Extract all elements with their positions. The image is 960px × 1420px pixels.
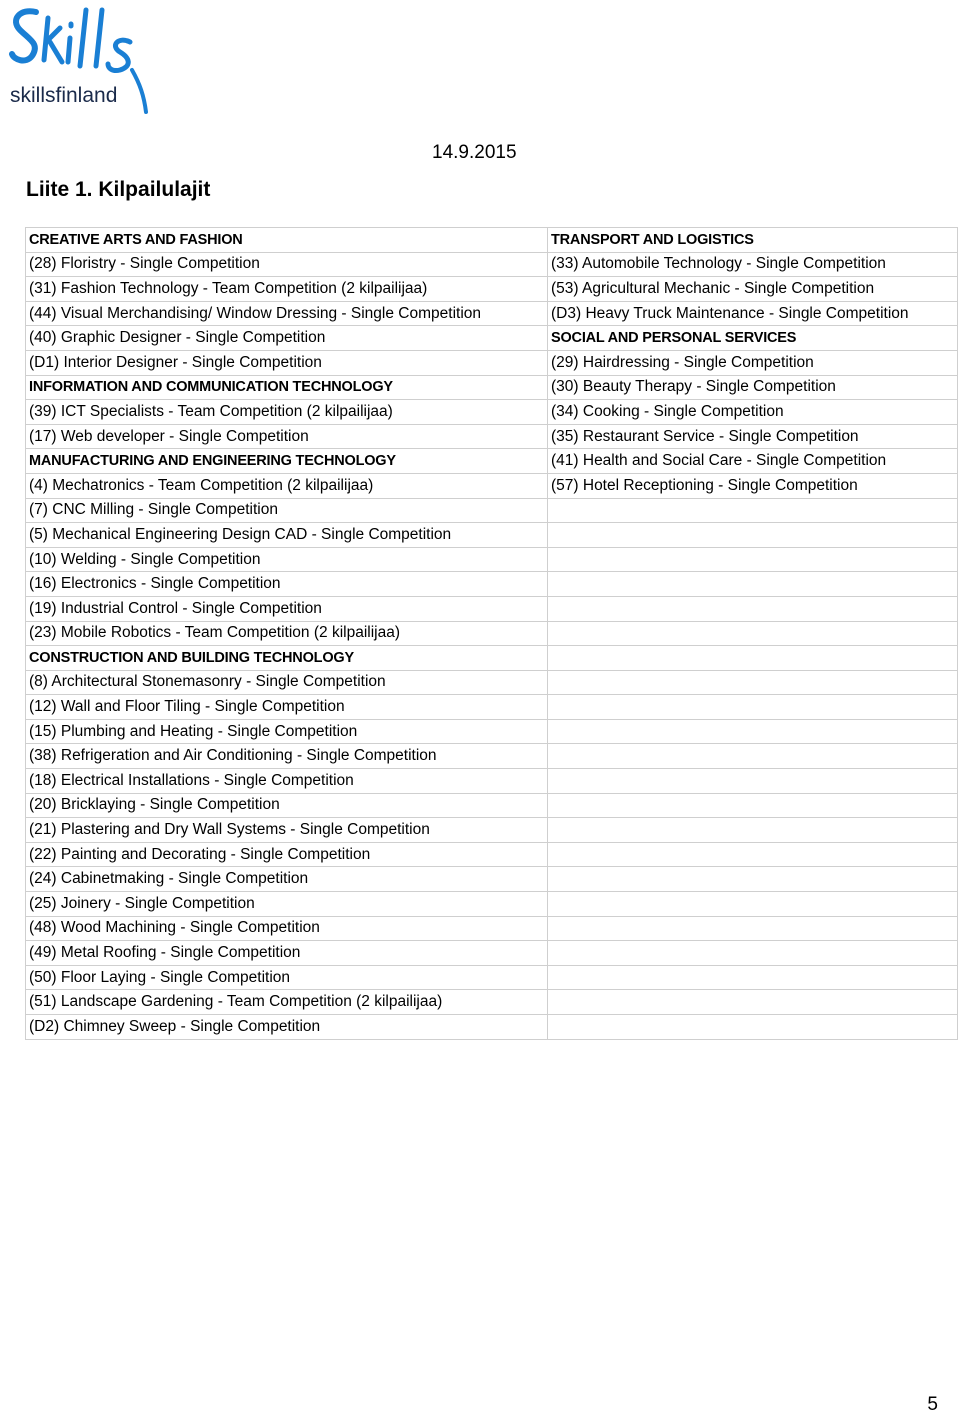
competition-cell <box>548 769 958 794</box>
logo-subtitle: skillsfinland <box>10 84 118 107</box>
table-row <box>26 596 958 621</box>
page-title: Liite 1. Kilpailulajit <box>26 178 211 201</box>
competition-cell <box>548 596 958 621</box>
competition-cell <box>548 842 958 867</box>
competition-cell <box>548 916 958 941</box>
skills-logo-icon <box>6 4 156 116</box>
competition-cell: (20) Bricklaying - Single Competition <box>26 793 548 818</box>
competition-cell: (21) Plastering and Dry Wall Systems - Single Competition <box>26 818 548 843</box>
table-row <box>26 1015 958 1040</box>
competition-cell: (15) Plumbing and Heating - Single Competition <box>26 719 548 744</box>
competition-cell: (18) Electrical Installations - Single Competition <box>26 769 548 794</box>
competition-cell: (38) Refrigeration and Air Conditioning - Single Competition <box>26 744 548 769</box>
table-row <box>26 695 958 720</box>
table-row <box>26 646 958 671</box>
table-row <box>26 916 958 941</box>
competition-cell: (5) Mechanical Engineering Design CAD - Single Competition <box>26 523 548 548</box>
table-row <box>26 572 958 597</box>
competition-cell: (4) Mechatronics - Team Competition (2 kilpailijaa) <box>26 473 548 498</box>
table-row <box>26 449 958 474</box>
competition-cell <box>548 646 958 671</box>
competition-cell: (49) Metal Roofing - Single Competition <box>26 941 548 966</box>
competition-cell <box>548 867 958 892</box>
competition-cell: (16) Electronics - Single Competition <box>26 572 548 597</box>
table-row <box>26 523 958 548</box>
category-header-cell: SOCIAL AND PERSONAL SERVICES <box>548 326 958 351</box>
competition-cell: (7) CNC Milling - Single Competition <box>26 498 548 523</box>
table-row <box>26 990 958 1015</box>
table-row <box>26 498 958 523</box>
table-row <box>26 621 958 646</box>
competition-cell <box>548 990 958 1015</box>
competition-cell: (28) Floristry - Single Competition <box>26 252 548 277</box>
table-row <box>26 424 958 449</box>
competition-cell: (50) Floor Laying - Single Competition <box>26 965 548 990</box>
table-row <box>26 400 958 425</box>
competition-cell <box>548 965 958 990</box>
table-row <box>26 326 958 351</box>
category-header-cell: CREATIVE ARTS AND FASHION <box>26 228 548 253</box>
competition-cell <box>548 498 958 523</box>
competition-cell <box>548 719 958 744</box>
competition-cell <box>548 670 958 695</box>
competition-cell: (19) Industrial Control - Single Competition <box>26 596 548 621</box>
competition-cell <box>548 621 958 646</box>
page-number: 5 <box>927 1394 938 1415</box>
competition-cell <box>548 1015 958 1040</box>
competition-cell: (23) Mobile Robotics - Team Competition (2 kilpailijaa) <box>26 621 548 646</box>
competition-cell: (24) Cabinetmaking - Single Competition <box>26 867 548 892</box>
table-row <box>26 473 958 498</box>
competition-cell: (30) Beauty Therapy - Single Competition <box>548 375 958 400</box>
competition-cell: (53) Agricultural Mechanic - Single Competition <box>548 277 958 302</box>
table-row <box>26 547 958 572</box>
table-row <box>26 744 958 769</box>
competition-cell: (8) Architectural Stonemasonry - Single Competition <box>26 670 548 695</box>
category-header-cell: MANUFACTURING AND ENGINEERING TECHNOLOGY <box>26 449 548 474</box>
table-row <box>26 842 958 867</box>
competition-cell: (44) Visual Merchandising/ Window Dressing - Single Competition <box>26 301 548 326</box>
table-row <box>26 228 958 253</box>
competition-table <box>25 227 958 1040</box>
table-row <box>26 867 958 892</box>
competition-cell: (40) Graphic Designer - Single Competition <box>26 326 548 351</box>
competition-table-body <box>26 228 958 1040</box>
table-row <box>26 769 958 794</box>
skillsfinland-logo <box>6 4 156 116</box>
competition-cell: (33) Automobile Technology - Single Competition <box>548 252 958 277</box>
competition-cell: (51) Landscape Gardening - Team Competition (2 kilpailijaa) <box>26 990 548 1015</box>
competition-cell <box>548 793 958 818</box>
competition-cell: (41) Health and Social Care - Single Competition <box>548 449 958 474</box>
competition-cell: (48) Wood Machining - Single Competition <box>26 916 548 941</box>
table-row <box>26 277 958 302</box>
table-row <box>26 965 958 990</box>
table-row <box>26 818 958 843</box>
competition-cell: (25) Joinery - Single Competition <box>26 892 548 917</box>
table-row <box>26 252 958 277</box>
competition-cell: (22) Painting and Decorating - Single Competition <box>26 842 548 867</box>
competition-cell <box>548 941 958 966</box>
table-row <box>26 892 958 917</box>
table-row <box>26 670 958 695</box>
competition-cell <box>548 547 958 572</box>
category-header-cell: CONSTRUCTION AND BUILDING TECHNOLOGY <box>26 646 548 671</box>
table-row <box>26 793 958 818</box>
table-row <box>26 375 958 400</box>
competition-cell <box>548 892 958 917</box>
table-row <box>26 350 958 375</box>
competition-cell: (12) Wall and Floor Tiling - Single Competition <box>26 695 548 720</box>
competition-cell: (35) Restaurant Service - Single Competition <box>548 424 958 449</box>
competition-cell: (17) Web developer - Single Competition <box>26 424 548 449</box>
competition-cell: (39) ICT Specialists - Team Competition (2 kilpailijaa) <box>26 400 548 425</box>
competition-cell <box>548 572 958 597</box>
competition-cell: (57) Hotel Receptioning - Single Competition <box>548 473 958 498</box>
competition-cell <box>548 695 958 720</box>
competition-cell: (D3) Heavy Truck Maintenance - Single Competition <box>548 301 958 326</box>
competition-cell: (D1) Interior Designer - Single Competition <box>26 350 548 375</box>
table-row <box>26 719 958 744</box>
competition-cell: (34) Cooking - Single Competition <box>548 400 958 425</box>
competition-cell <box>548 744 958 769</box>
competition-cell <box>548 818 958 843</box>
competition-cell: (29) Hairdressing - Single Competition <box>548 350 958 375</box>
competition-cell: (10) Welding - Single Competition <box>26 547 548 572</box>
competition-cell: (D2) Chimney Sweep - Single Competition <box>26 1015 548 1040</box>
competition-cell: (31) Fashion Technology - Team Competition (2 kilpailijaa) <box>26 277 548 302</box>
table-row <box>26 941 958 966</box>
category-header-cell: INFORMATION AND COMMUNICATION TECHNOLOGY <box>26 375 548 400</box>
competition-cell <box>548 523 958 548</box>
document-date: 14.9.2015 <box>432 142 517 163</box>
table-row <box>26 301 958 326</box>
category-header-cell: TRANSPORT AND LOGISTICS <box>548 228 958 253</box>
